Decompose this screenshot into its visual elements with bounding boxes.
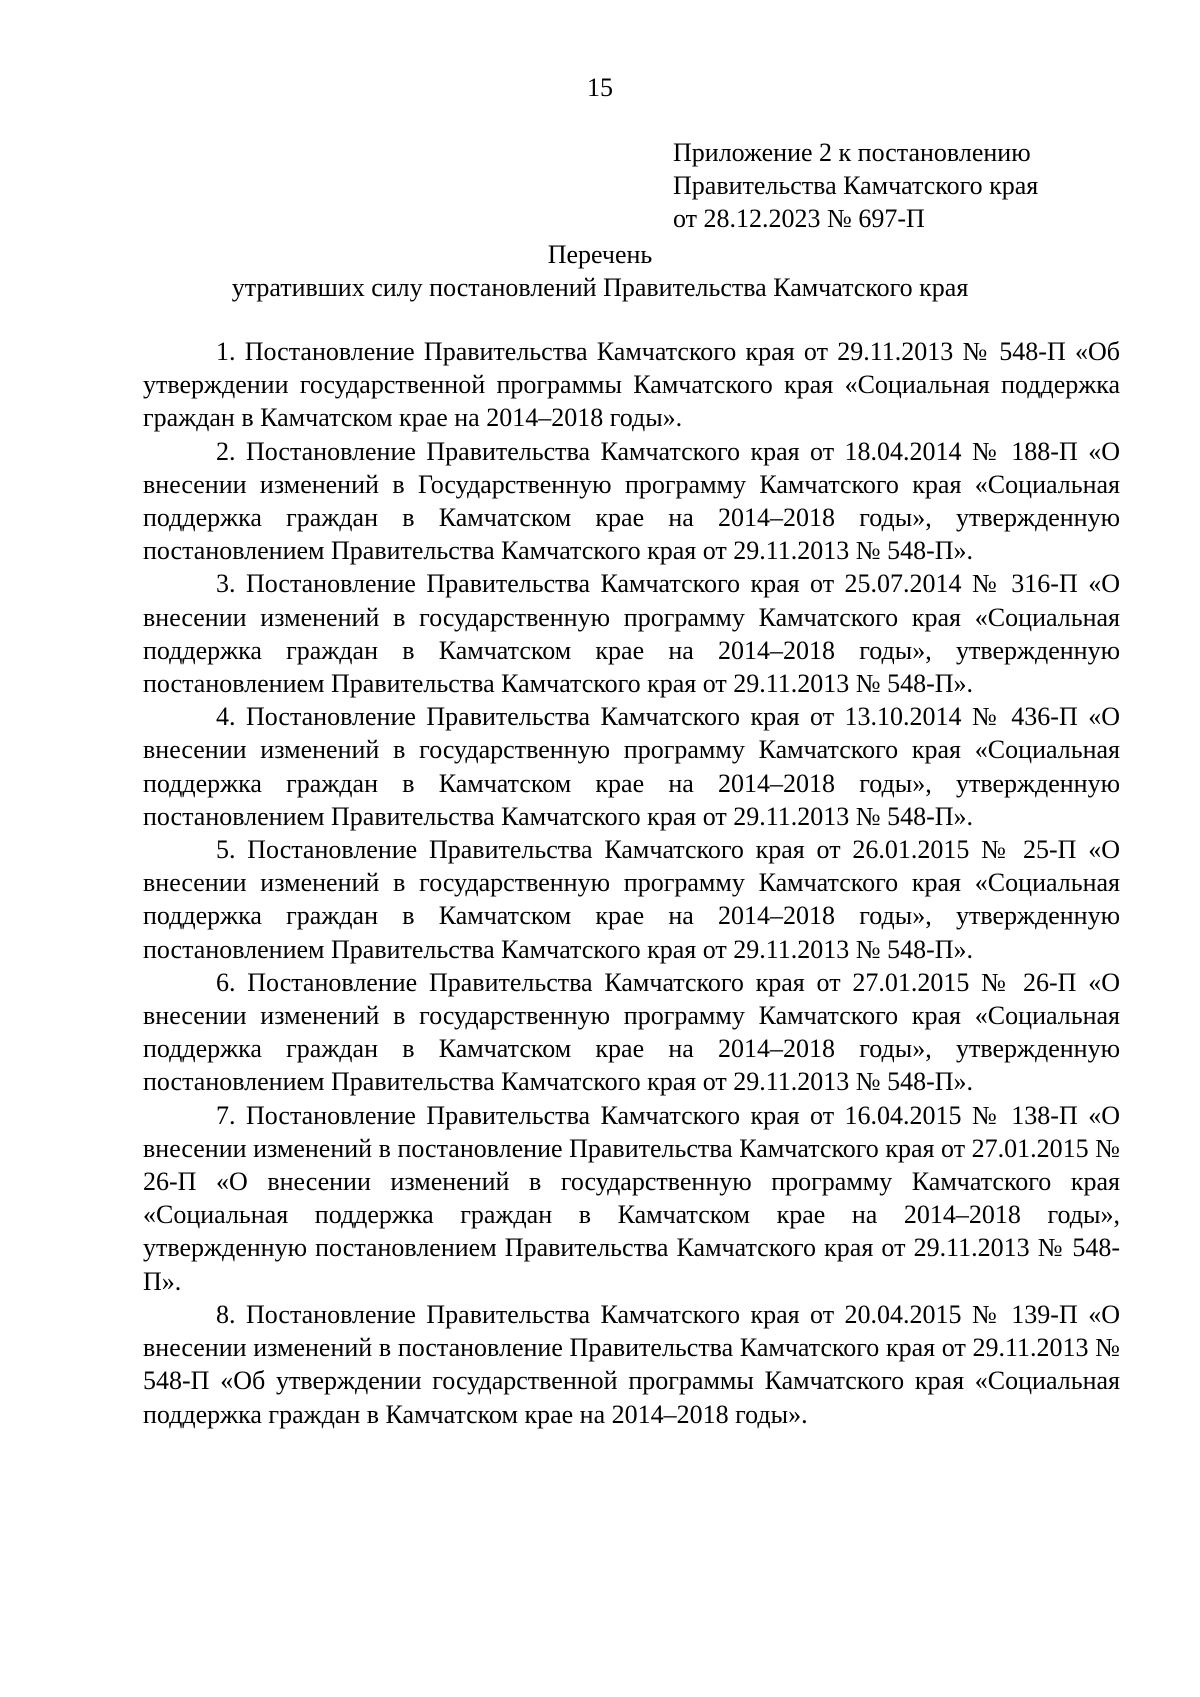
list-item: 3. Постановление Правительства Камчатского края от 25.07.2014 № 316-П «О внесении изменений в государственную программу Камчатского края «Социальная поддержка граждан в Камчатском крае на 2014–2018 годы», утвержденную постановлением Правительства Камчатского края от 29.11.2013 № 548-П».	[143, 569, 1120, 699]
decree-list	[143, 335, 1120, 1431]
appendix-line: от 28.12.2023 № 697-П	[673, 204, 925, 233]
page-number: 15	[587, 73, 613, 102]
title-line: утративших силу постановлений Правительства Камчатского края	[231, 273, 969, 302]
list-item: 4. Постановление Правительства Камчатского края от 13.10.2014 № 436-П «О внесении изменений в государственную программу Камчатского края «Социальная поддержка граждан в Камчатском крае на 2014–2018 годы», утвержденную постановлением Правительства Камчатского края от 29.11.2013 № 548-П».	[143, 702, 1120, 831]
appendix-line: Приложение 2 к постановлению	[673, 138, 1031, 167]
appendix-reference	[673, 136, 1038, 235]
list-item: 5. Постановление Правительства Камчатского края от 26.01.2015 № 25-П «О внесении изменений в государственную программу Камчатского края «Социальная поддержка граждан в Камчатском крае на 2014–2018 годы», утвержденную постановлением Правительства Камчатского края от 29.11.2013 № 548-П».	[143, 835, 1120, 964]
list-item: 6. Постановление Правительства Камчатского края от 27.01.2015 № 26-П «О внесении изменений в государственную программу Камчатского края «Социальная поддержка граждан в Камчатском крае на 2014–2018 годы», утвержденную постановлением Правительства Камчатского края от 29.11.2013 № 548-П».	[143, 967, 1120, 1097]
document-title	[0, 238, 1200, 304]
list-item: 2. Постановление Правительства Камчатского края от 18.04.2014 № 188-П «О внесении изменений в Государственную программу Камчатского края «Социальная поддержка граждан в Камчатском крае на 2014–2018 годы», утвержденную постановлением Правительства Камчатского края от 29.11.2013 № 548-П».	[143, 436, 1120, 566]
list-item: 1. Постановление Правительства Камчатского края от 29.11.2013 № 548-П «Об утверждении государственной программы Камчатского края «Социальная поддержка граждан в Камчатском крае на 2014–2018 годы».	[143, 337, 1120, 433]
list-item: 7. Постановление Правительства Камчатского края от 16.04.2015 № 138-П «О внесении изменений в постановление Правительства Камчатского края от 27.01.2015 № 26-П «О внесении изменений в государственную программу Камчатского края «Социальная поддержка граждан в Камчатском крае на 2014–2018 годы», утвержденную постановлением Правительства Камчатского края от 29.11.2013 № 548-П».	[143, 1100, 1120, 1296]
list-item: 8. Постановление Правительства Камчатского края от 20.04.2015 № 139-П «О внесении изменений в постановление Правительства Камчатского края от 29.11.2013 № 548-П «Об утверждении государственной программы Камчатского края «Социальная поддержка граждан в Камчатском крае на 2014–2018 годы».	[143, 1299, 1120, 1429]
title-line: Перечень	[547, 240, 653, 269]
appendix-line: Правительства Камчатского края	[673, 171, 1039, 200]
